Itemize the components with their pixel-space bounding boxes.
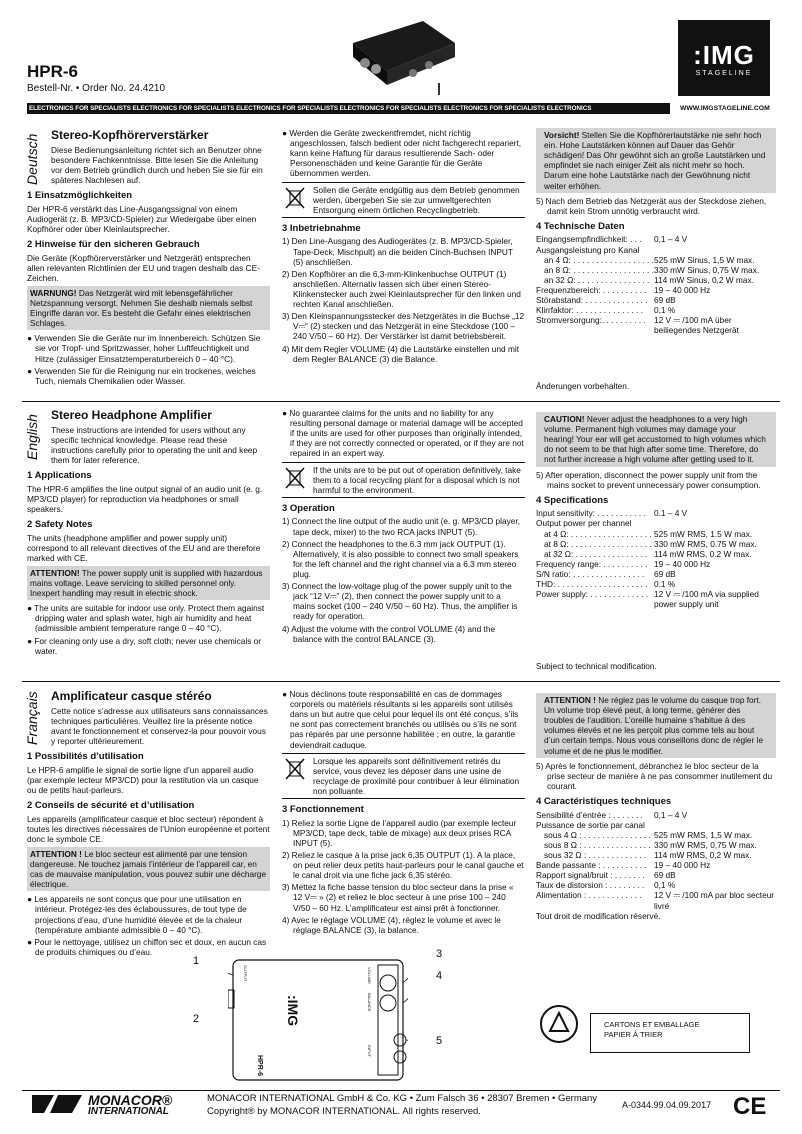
de-spec-4: an 8 Ω: . . . . . . . . . . . . . . . . . . 330 mW Sinus, 0,75 W max. xyxy=(544,264,760,275)
device-output-label: OUTPUT xyxy=(243,965,248,982)
en-spec-4: at 8 Ω: . . . . . . . . . . . . . . . . . . 330 mW RMS, 0.75 W max. xyxy=(544,538,757,549)
monacor-logo-mark-icon xyxy=(30,1093,85,1115)
fr-recycle-note: Lorsque les appareils sont définitivement retirés du service, vous devez les déposer dans une usine de recyclage de proximité pour contribuer à leur élimination non polluante. xyxy=(282,753,525,799)
de-bullet-1: ● Verwenden Sie die Geräte nur im Innenbereich. Schützen Sie sie vor Tropf- und Spritzwasser, hoher Luftfeuchtigkeit und Hitze (zulässiger Einsatztemperaturbereich 0 – 40 °C). xyxy=(27,333,261,364)
fr-spec-1: Sensibilité d’entrée : . . . . . . . 0,1 – 4 V xyxy=(536,809,688,820)
en-spec-2: Output power per channel xyxy=(536,518,632,529)
fr-step-5: 5) Après le fonctionnement, débranchez le bloc secteur de la prise secteur de manière à ne pas consommer inutilement du courant. xyxy=(536,760,773,791)
de-column-2 xyxy=(282,128,525,366)
en-step-4: 4) Adjust the volume with the control VOLUME (4) and the balance with the control BALANCE (3). xyxy=(282,623,496,644)
fr-spec-7: Rapport signal/bruit : . . . . . . . 69 dB xyxy=(536,870,676,881)
fr-h1: 1 Possibilités d’utilisation xyxy=(27,751,144,763)
de-spec-8: Klirrfaktor: . . . . . . . . . . . . . . . 0,1 % xyxy=(536,305,676,316)
fr-spec-4: sous 8 Ω : . . . . . . . . . . . . . . . 330 mW RMS, 0,75 W max. xyxy=(544,839,757,850)
en-p1: The HPR-6 amplifies the line output signal of an audio unit (e. g. MP3/CD player) for reproduction via headphones or small speakers. xyxy=(27,483,263,514)
en-p2: The units (headphone amplifier and power supply unit) correspond to all relevant directives of the EU and are therefore marked with CE. xyxy=(27,532,261,563)
de-spec-2: Ausgangsleistung pro Kanal xyxy=(536,244,640,255)
de-warning: WARNUNG! Das Netzgerät wird mit lebensgefährlicher Netzspannung versorgt. Nehmen Sie deshalb niemals selbst Eingriffe daran vor. Es besteht die Gefahr eines elektrischen Schlages. xyxy=(27,286,270,330)
fr-spec-3: sous 4 Ω : . . . . . . . . . . . . . . . 525 mW RMS, 1,5 W max. xyxy=(544,829,753,840)
de-p1: Der HPR-6 verstärkt das Line-Ausgangssignal von einem Audiogerät (z. B. MP3/CD-Spieler) zur Wiedergabe über einen Kopfhörer oder über Kleinlautsprecher. xyxy=(27,203,257,234)
en-h2: 2 Safety Notes xyxy=(27,518,93,530)
fr-column-1 xyxy=(27,689,270,959)
de-bullet-3: ● Werden die Geräte zweckentfremdet, nicht richtig angeschlossen, falsch bedient oder nicht fachgerecht repariert, kann keine Haftung für daraus resultierende Sach- oder Personenschäden und keine Garantie für die Geräte übernommen werden. xyxy=(282,128,522,179)
device-input-label: INPUT xyxy=(367,1045,372,1057)
lang-label-de: Deutsch xyxy=(24,133,40,185)
carton-recycle-box: CARTONS ET EMBALLAGE PAPIER À TRIER xyxy=(590,1013,750,1053)
de-step-3: 3) Den Kleinspannungsstecker des Netzgerätes in die Buchse „12 V⎓“ (2) stecken und das Netzgerät in eine Steckdose (100 – 240 V/50 – 60 Hz). Der Verstärker ist damit betriebsbereit. xyxy=(282,311,525,342)
fr-step-2: 2) Reliez le casque à la prise jack 6,35 OUTPUT (1). A la place, on peut relier deux petits haut-parleurs pour le canal gauche et le canal droit via une fiche jack 6,35 stéréo. xyxy=(282,850,524,881)
product-photo xyxy=(343,13,463,95)
img-stageline-logo: :IMG STAGELINE xyxy=(678,20,770,96)
fr-spec-9: Alimentation : . . . . . . . . . . . . 12 V ⎓ /100 mA par bloc secteur livré xyxy=(536,890,775,911)
callout-5: 5 xyxy=(436,1035,443,1047)
fr-bullet-1: ● Les appareils ne sont conçus que pour une utilisation en intérieur. Protégez-les des éclaboussures, de tout type de projections d’eau, d’une humidité élevée et de la chaleur (température ambiante admissible 0 – 40 °C). xyxy=(27,894,247,935)
order-number: Bestell-Nr. • Order No. 24.4210 xyxy=(27,83,166,94)
en-spec-9: Power supply: . . . . . . . . . . . . . 12 V ⎓ /100 mA via supplied power supply unit xyxy=(536,589,759,610)
page-title: HPR-6 xyxy=(27,62,79,81)
cardboard-recycle-icon xyxy=(538,1003,580,1045)
de-step-2: 2) Den Kopfhörer an die 6,3-mm-Klinkenbuchse OUTPUT (1) anschließen. Alternativ lassen sich über einen Stereo-Klinkenstecker auch zwei Kleinlautsprecher für den linken und rechten Kanal anschließen. xyxy=(282,268,521,310)
en-spec-3: at 4 Ω: . . . . . . . . . . . . . . . . . . 525 mW RMS, 1.5 W max. xyxy=(544,528,753,539)
en-column-1 xyxy=(27,408,270,658)
en-step-3: 3) Connect the low-voltage plug of the power supply unit to the jack “12 V⎓” (2), then connect the power supply unit to a mains socket (100 – 240 V/50 – 60 Hz). Thus, the amplifier is ready for operation. xyxy=(282,581,518,622)
de-column-3 xyxy=(536,128,776,391)
ce-mark: CE xyxy=(733,1093,767,1120)
fr-column-3 xyxy=(536,689,776,921)
fr-title: Amplificateur casque stéréo xyxy=(51,689,212,703)
de-caution: Vorsicht! Stellen Sie die Kopfhörerlautstärke nie sehr hoch ein. Hohe Lautstärken können auf Dauer das Gehör schädigen! Das Ohr gewöhnt sich an große Lautstärken und empfindet sie nach einiger Zeit als nicht mehr so hoch. Darum eine hohe Lautstärke nach der Gewöhnung nicht weiter erhöhen. xyxy=(536,128,776,193)
fr-p1: Le HPR-6 amplifie le signal de sortie ligne d’un appareil audio (par exemple lecteur MP3/CD) pour la restitution via un casque ou de petits haut-parleurs. xyxy=(27,764,259,795)
en-column-2 xyxy=(282,408,525,646)
en-title: Stereo Headphone Amplifier xyxy=(51,408,212,422)
specialist-bar: ELECTRONICS FOR SPECIALISTS ELECTRONICS FOR SPECIALISTS ELECTRONICS FOR SPECIALISTS ELECTRONICS FOR SPECIALISTS ELECTRONICS FOR SPECIALISTS ELECTRONICS xyxy=(27,103,670,114)
footer-copyright: Copyright® by MONACOR INTERNATIONAL. All rights reserved. xyxy=(207,1106,481,1117)
de-spec-9: Stromversorgung:. . . . . . . . . . 12 V ⎓ /100 mA über beiliegendes Netzgerät xyxy=(536,315,739,336)
device-model-label: HPR-6 xyxy=(256,1055,263,1077)
fr-caution: ATTENTION ! Ne réglez pas le volume du casque trop fort. Un volume trop élevé peut, à long terme, générer des troubles de l’audition. L’oreille humaine s’habitue à des volumes élevés et ne les perçoit plus comme tels au bout d’un certain temps. Nous vous conseillons donc de régler le volume et de ne plus le modifier. xyxy=(536,693,776,758)
device-logo: :IMG xyxy=(285,995,301,1027)
en-h4: 4 Specifications xyxy=(536,494,609,506)
callout-2: 2 xyxy=(193,1013,200,1025)
de-spec-3: an 4 Ω: . . . . . . . . . . . . . . . . . . 525 mW Sinus, 1,5 W max. xyxy=(544,254,755,265)
en-spec-5: at 32 Ω: . . . . . . . . . . . . . . . . 114 mW RMS, 0.2 W max. xyxy=(544,548,752,559)
de-h4: 4 Technische Daten xyxy=(536,220,625,232)
en-column-3 xyxy=(536,408,776,671)
fr-h4: 4 Caractéristiques techniques xyxy=(536,795,672,807)
en-caution: CAUTION! Never adjust the headphones to a very high volume. Permanent high volumes may damage your hearing! Your ear will get accustomed to high volumes which do not seem to be that high after some time. Therefore, do not further increase a high volume after getting used to it. xyxy=(536,412,776,467)
fr-end-note: Tout droit de modification réservé. xyxy=(536,911,661,921)
en-end-note: Subject to technical modification. xyxy=(536,661,657,671)
lang-label-en: English xyxy=(24,414,40,460)
lang-label-fr: Français xyxy=(24,691,40,745)
fr-p2: Les appareils (amplificateur casque et bloc secteur) répondent à toutes les directives nécessaires de l’Union européenne et portent donc le symbole CE. xyxy=(27,813,270,844)
fr-step-4: 4) Avec le réglage VOLUME (4), réglez le volume et avec le réglage BALANCE (3), la balance. xyxy=(282,914,501,935)
monacor-brand-sub: INTERNATIONAL xyxy=(88,1106,169,1117)
fr-bullet-3: ● Nous déclinons toute responsabilité en cas de dommages corporels ou matériels résultants si les appareils sont utilisés dans un but autre que celui pour lequel ils ont été conçus, s’ils ne sont pas correctement branchés ou utilisés ou s’ils ne sont pas réparés par une personne habilitée ; en outre, la garantie deviendrait caduque. xyxy=(282,689,519,750)
en-bullet-3: ● No guarantee claims for the units and no liability for any resulting personal damage or material damage will be accepted if the units are used for other purposes than originally intended, if they are not correctly connected or operated, or if they are not repaired in an expert way. xyxy=(282,408,524,459)
de-title: Stereo-Kopfhörerverstärker xyxy=(51,128,209,142)
de-end-note: Änderungen vorbehalten. xyxy=(536,381,630,391)
de-bullet-2: ● Verwenden Sie für die Reinigung nur ein trockenes, weiches Tuch, niemals Chemikalien oder Wasser. xyxy=(27,365,256,386)
de-step-4: 4) Mit dem Regler VOLUME (4) die Lautstärke einstellen und mit dem Regler BALANCE (3) die Balance. xyxy=(282,343,520,364)
weee-bin-icon xyxy=(282,756,308,782)
de-step-1: 1) Den Line-Ausgang des Audiogerätes (z. B. MP3/CD-Spieler, Tape-Deck, Mischpult) an die beiden Cinch-Buchsen INPUT (5) anschließen. xyxy=(282,236,513,267)
en-step-5: 5) After operation, disconnect the power supply unit from the mains socket to prevent unnecessary power consumption. xyxy=(536,469,761,490)
section-divider xyxy=(22,401,780,402)
en-bullet-2: ● For cleaning only use a dry, soft cloth; never use chemicals or water. xyxy=(27,635,262,656)
device-diagram xyxy=(228,955,408,1085)
en-warning: ATTENTION! The power supply unit is supplied with hazardous mains voltage. Leave servicing to skilled personnel only. Inexpert handling may result in electric shock. xyxy=(27,566,270,600)
footer-divider xyxy=(22,1090,780,1091)
de-h2: 2 Hinweise für den sicheren Gebrauch xyxy=(27,238,200,250)
fr-intro: Cette notice s’adresse aux utilisateurs sans connaissances techniques particulières. Veuillez lire la présente notice avant le fonctionnement et conservez-la pour pouvoir vous y reporter ultérieurement. xyxy=(51,705,268,746)
callout-3: 3 xyxy=(436,948,443,960)
fr-spec-6: Bande passante : . . . . . . . . . . 19 – 40 000 Hz xyxy=(536,860,711,871)
de-step-5: 5) Nach dem Betrieb das Netzgerät aus der Steckdose ziehen, damit kein Strom unnötig verbraucht wird. xyxy=(536,195,767,216)
device-balance-label: BALANCE xyxy=(367,993,372,1012)
en-h1: 1 Applications xyxy=(27,470,92,482)
en-spec-8: THD: . . . . . . . . . . . . . . . . . . . . 0.1 % xyxy=(536,579,676,590)
fr-step-3: 3) Mettez la fiche basse tension du bloc secteur dans la prise « 12 V⎓ » (2) et reliez le bloc secteur à une prise 100 – 240 V/50 – 60 Hz. L’amplificateur est ainsi prêt à fonctionner. xyxy=(282,882,514,913)
en-intro: These instructions are intended for users without any specific technical knowledge. Please read these instructions carefully prior to operating the unit and keep them for later reference. xyxy=(51,424,258,465)
en-step-1: 1) Connect the line output of the audio unit (e. g. MP3/CD player, tape deck, mixer) to the two RCA jacks INPUT (5). xyxy=(282,516,520,537)
weee-bin-icon xyxy=(282,185,308,211)
de-h3: 3 Inbetriebnahme xyxy=(282,222,361,234)
de-recycle-note: Sollen die Geräte endgültig aus dem Betrieb genommen werden, übergeben Sie sie zur umweltgerechten Entsorgung einem örtlichen Recyclingbetrieb. xyxy=(282,182,525,218)
de-spec-1: Eingangsempfindlichkeit: . . . 0,1 – 4 V xyxy=(536,234,688,245)
fr-column-2 xyxy=(282,689,525,937)
fr-spec-2: Puissance de sortie par canal xyxy=(536,819,645,830)
fr-spec-5: sous 32 Ω : . . . . . . . . . . . . . 114 mW RMS, 0,2 W max. xyxy=(544,850,752,860)
de-p2: Die Geräte (Kopfhörerverstärker und Netzgerät) entsprechen allen relevanten Richtlinien der EU und tragen deshalb das CE-Zeichen. xyxy=(27,252,260,283)
device-volume-label: VOLUME xyxy=(367,967,372,984)
callout-4: 4 xyxy=(436,970,443,982)
section-divider xyxy=(22,681,780,682)
fr-bullet-2: ● Pour le nettoyage, utilisez un chiffon sec et doux, en aucun cas de produits chimiques ou d’eau. xyxy=(27,936,267,957)
fr-step-1: 1) Reliez la sortie Ligne de l’appareil audio (par exemple lecteur MP3/CD, tape deck, table de mixage) aux deux prises RCA INPUT (5). xyxy=(282,817,517,848)
de-spec-5: an 32 Ω: . . . . . . . . . . . . . . . . 114 mW Sinus, 0,2 W max. xyxy=(544,274,754,285)
website-url[interactable]: WWW.IMGSTAGELINE.COM xyxy=(680,105,770,112)
en-spec-6: Frequency range: . . . . . . . . . . 19 – 40 000 Hz xyxy=(536,558,711,569)
monacor-brand: MONACOR® xyxy=(88,1092,173,1108)
de-column-1 xyxy=(27,128,270,388)
en-spec-1: Input sensitivity: . . . . . . . . . . . 0.1 – 4 V xyxy=(536,508,688,519)
document-number: A-0344.99.04.09.2017 xyxy=(622,1100,712,1110)
weee-bin-icon xyxy=(282,465,308,491)
en-step-2: 2) Connect the headphones to the 6.3 mm jack OUTPUT (1). Alternatively, it is also possible to connect two small speakers for the left channel and the right channel via a 6.3 mm stereo plug. xyxy=(282,538,519,579)
fr-spec-8: Taux de distorsion : . . . . . . . . 0,1 % xyxy=(536,880,676,891)
callout-1: 1 xyxy=(193,955,200,967)
fr-h2: 2 Conseils de sécurité et d’utilisation xyxy=(27,799,195,811)
de-spec-7: Störabstand: . . . . . . . . . . . . . . 69 dB xyxy=(536,295,676,306)
de-h1: 1 Einsatzmöglichkeiten xyxy=(27,190,133,202)
de-spec-6: Frequenzbereich: . . . . . . . . . . 19 – 40 000 Hz xyxy=(536,285,711,295)
fr-warning: ATTENTION ! Le bloc secteur est alimenté par une tension dangereuse. Ne touchez jamais l’intérieur de l’appareil car, en cas de mauvaise manipulation, vous pouvez subir une décharge électrique. xyxy=(27,847,270,891)
fr-h3: 3 Fonctionnement xyxy=(282,804,364,816)
en-recycle-note: If the units are to be put out of operation definitively, take them to a local recycling plant for a disposal which is not harmful to the environment. xyxy=(282,462,525,498)
de-intro: Diese Bedienungsanleitung richtet sich an Benutzer ohne besondere Fachkenntnisse. Bitte lesen Sie die Anleitung vor dem Betrieb gründlich durch und heben Sie sie für ein späteres Nachlesen auf. xyxy=(51,144,263,185)
en-bullet-1: ● The units are suitable for indoor use only. Protect them against dripping water and splash water, high air humidity and heat (admissible ambient temperature range 0 – 40 °C). xyxy=(27,603,265,634)
en-h3: 3 Operation xyxy=(282,502,335,514)
en-spec-7: S/N ratio: . . . . . . . . . . . . . . . . 69 dB xyxy=(536,569,676,579)
footer-address: MONACOR INTERNATIONAL GmbH & Co. KG • Zum Falsch 36 • 28307 Bremen • Germany xyxy=(207,1093,598,1104)
